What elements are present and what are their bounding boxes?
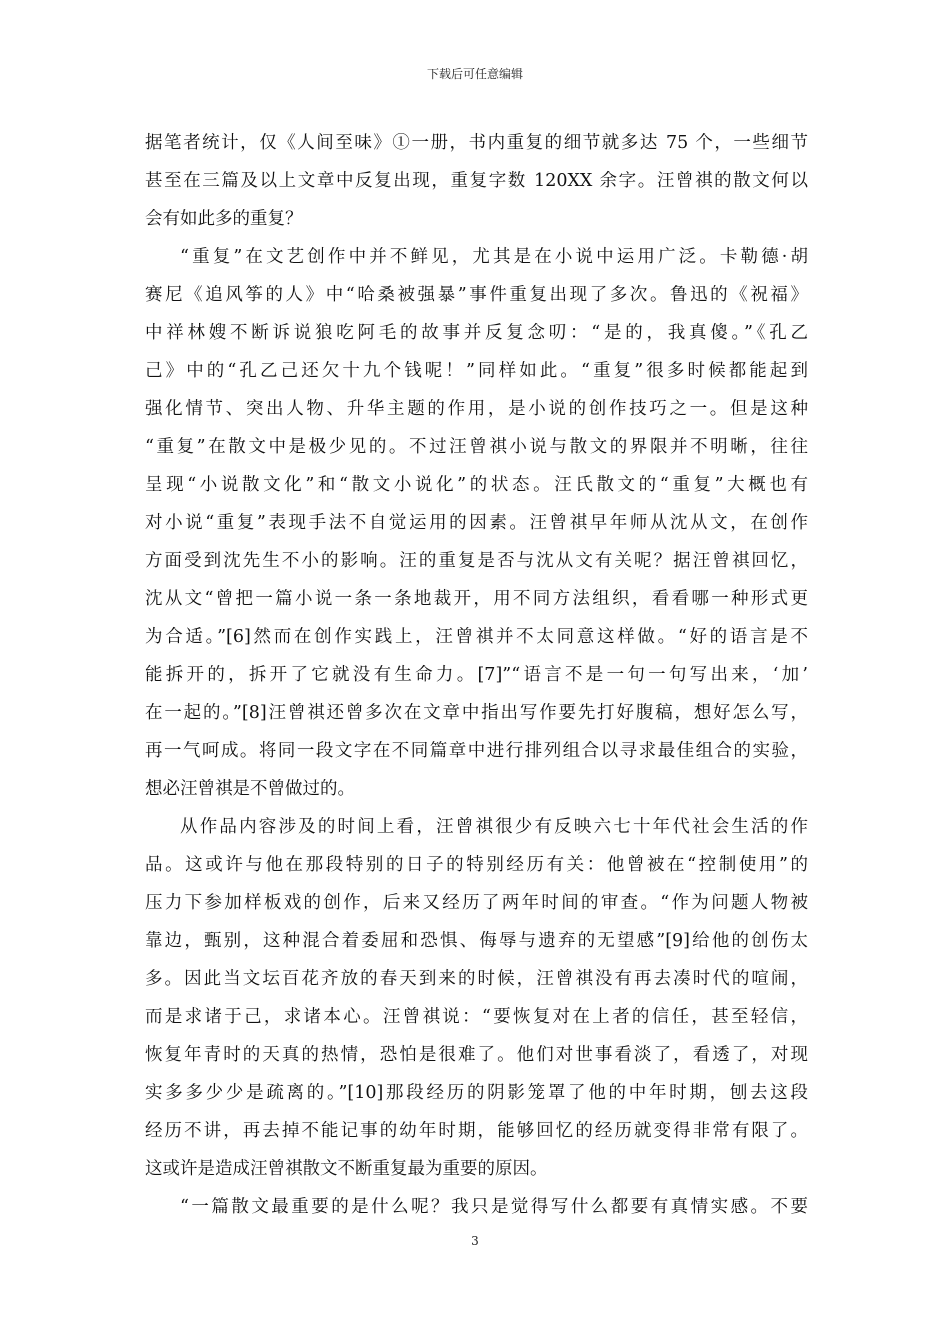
paragraph-2-line-3: 中祥林嫂不断诉说狼吃阿毛的故事并反复念叨：“是的，我真傻。”《孔乙	[145, 323, 808, 343]
paragraph-2-line-7: 呈现“小说散文化”和“散文小说化”的状态。汪氏散文的“重复”大概也有	[145, 475, 808, 495]
paragraph-3-line-3: 压力下参加样板戏的创作，后来又经历了两年时间的审查。“作为问题人物被	[145, 893, 808, 913]
paragraph-3-line-8: 实多多少少是疏离的。”[10]那段经历的阴影笼罩了他的中年时期，刨去这段	[145, 1083, 808, 1103]
paragraph-2-line-4: 己》中的“孔乙己还欠十九个钱呢！”同样如此。“重复”很多时候都能起到	[145, 361, 808, 381]
paragraph-3-line-1: 从作品内容涉及的时间上看，汪曾祺很少有反映六七十年代社会生活的作	[180, 817, 808, 837]
paragraph-3-line-6: 而是求诸于己，求诸本心。汪曾祺说：“要恢复对在上者的信任，甚至轻信，	[145, 1007, 808, 1027]
paragraph-3-line-10: 这或许是造成汪曾祺散文不断重复最为重要的原因。	[145, 1159, 548, 1179]
paragraph-2-line-10: 沈从文“曾把一篇小说一条一条地裁开，用不同方法组织，看看哪一种形式更	[145, 589, 808, 609]
paragraph-1-line-3: 会有如此多的重复？	[145, 209, 303, 229]
paragraph-1-line-2: 甚至在三篇及以上文章中反复出现，重复字数 120XX 余字。汪曾祺的散文何以	[145, 171, 808, 191]
paragraph-4-line-1: “一篇散文最重要的是什么呢？我只是觉得写什么都要有真情实感。不要	[180, 1197, 808, 1217]
paragraph-3-line-2: 品。这或许与他在那段特别的日子的特别经历有关：他曾被在“控制使用”的	[145, 855, 809, 875]
paragraph-3-line-5: 多。因此当文坛百花齐放的春天到来的时候，汪曾祺没有再去凑时代的喧闹，	[145, 969, 808, 989]
paragraph-2-line-6: “重复”在散文中是极少见的。不过汪曾祺小说与散文的界限并不明晰，往往	[145, 437, 808, 457]
paragraph-2-line-12: 能拆开的，拆开了它就没有生命力。[7]”“语言不是一句一句写出来，‘加’	[145, 665, 808, 685]
document-body	[145, 124, 808, 1226]
paragraph-2-line-13: 在一起的。”[8]汪曾祺还曾多次在文章中指出写作要先打好腹稿，想好怎么写，	[145, 703, 808, 723]
paragraph-1-line-1: 据笔者统计，仅《人间至味》①一册，书内重复的细节就多达 75 个，一些细节	[145, 133, 808, 153]
paragraph-2-line-15: 想必汪曾祺是不曾做过的。	[145, 779, 355, 799]
paragraph-2-line-14: 再一气呵成。将同一段文字在不同篇章中进行排列组合以寻求最佳组合的实验，	[145, 741, 808, 761]
page-number: 3	[471, 1234, 479, 1248]
paragraph-3-line-9: 经历不讲，再去掉不能记事的幼年时期，能够回忆的经历就变得非常有限了。	[145, 1121, 808, 1141]
paragraph-2-line-1: “重复”在文艺创作中并不鲜见，尤其是在小说中运用广泛。卡勒德·胡	[180, 247, 808, 267]
paragraph-2-line-11: 为合适。”[6]然而在创作实践上，汪曾祺并不太同意这样做。“好的语言是不	[145, 627, 808, 647]
paragraph-2-line-2: 赛尼《追风筝的人》中“哈桑被强暴”事件重复出现了多次。鲁迅的《祝福》	[145, 285, 808, 305]
paragraph-3-line-7: 恢复年青时的天真的热情，恐怕是很难了。他们对世事看淡了，看透了，对现	[145, 1045, 808, 1065]
paragraph-2-line-5: 强化情节、突出人物、升华主题的作用，是小说的创作技巧之一。但是这种	[145, 399, 808, 419]
paragraph-2-line-9: 方面受到沈先生不小的影响。汪的重复是否与沈从文有关呢？据汪曾祺回忆，	[145, 551, 808, 571]
paragraph-3-line-4: 靠边，甄别，这种混合着委屈和恐惧、侮辱与遗弃的无望感”[9]给他的创伤太	[145, 931, 808, 951]
paragraph-2-line-8: 对小说“重复”表现手法不自觉运用的因素。汪曾祺早年师从沈从文，在创作	[145, 513, 808, 533]
page-header: 下载后可任意编辑	[426, 67, 523, 81]
